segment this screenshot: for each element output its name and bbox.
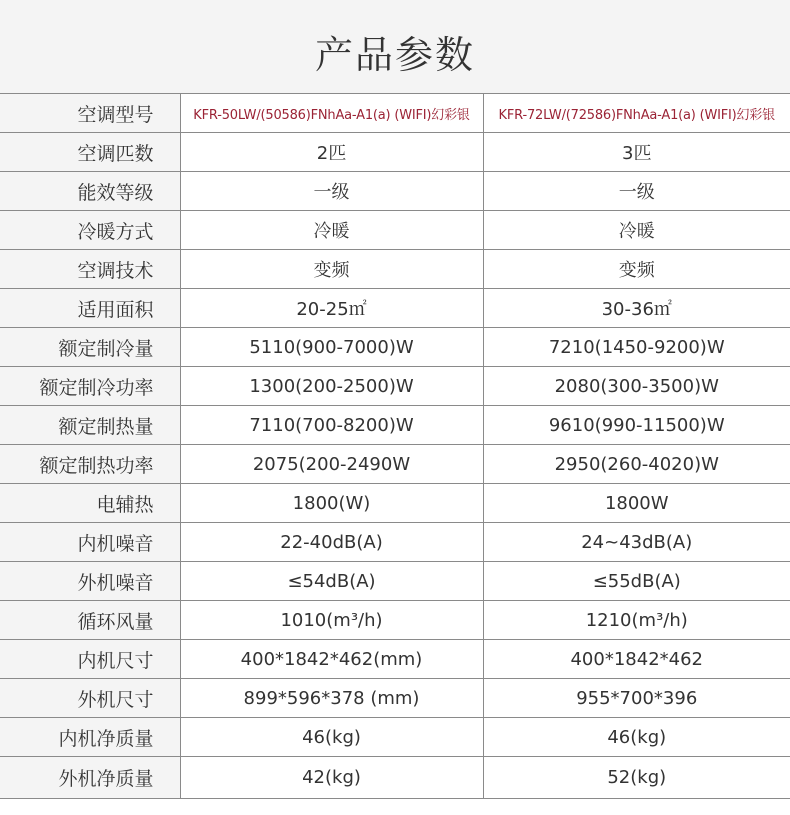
model-b-value: 一级 (483, 172, 790, 211)
model-b-value: 52(kg) (483, 757, 790, 799)
row-label: 适用面积 (0, 289, 180, 328)
row-label: 外机噪音 (0, 562, 180, 601)
row-label: 冷暖方式 (0, 211, 180, 250)
table-row (0, 757, 790, 799)
table-row (0, 523, 790, 562)
row-label: 能效等级 (0, 172, 180, 211)
model-a-value: 7110(700-8200)W (180, 406, 483, 445)
model-a-value: 400*1842*462(mm) (180, 640, 483, 679)
title-bar (0, 0, 790, 93)
table-row (0, 250, 790, 289)
row-label: 额定制热量 (0, 406, 180, 445)
model-b-value: 955*700*396 (483, 679, 790, 718)
table-row (0, 406, 790, 445)
table-row (0, 484, 790, 523)
row-label: 空调匹数 (0, 133, 180, 172)
row-label: 内机净质量 (0, 718, 180, 757)
model-a-value: 2匹 (180, 133, 483, 172)
model-b-value: 2080(300-3500)W (483, 367, 790, 406)
model-a-value: 5110(900-7000)W (180, 328, 483, 367)
table-row (0, 133, 790, 172)
table-row (0, 172, 790, 211)
spec-table (0, 93, 790, 799)
table-row (0, 211, 790, 250)
model-a-value: 冷暖 (180, 211, 483, 250)
model-a-value: 42(kg) (180, 757, 483, 799)
model-b-value: KFR-72LW/(72586)FNhAa-A1(a) (WIFI)幻彩银 (483, 94, 790, 133)
model-b-value: 3匹 (483, 133, 790, 172)
table-row (0, 94, 790, 133)
model-b-value: 30-36㎡ (483, 289, 790, 328)
model-a-value: KFR-50LW/(50586)FNhAa-A1(a) (WIFI)幻彩银 (180, 94, 483, 133)
model-b-value: ≤55dB(A) (483, 562, 790, 601)
table-row (0, 289, 790, 328)
row-label: 电辅热 (0, 484, 180, 523)
model-a-value: 20-25㎡ (180, 289, 483, 328)
model-a-value: 1010(m³/h) (180, 601, 483, 640)
model-a-value: ≤54dB(A) (180, 562, 483, 601)
row-label: 额定制冷功率 (0, 367, 180, 406)
model-b-value: 变频 (483, 250, 790, 289)
row-label: 额定制热功率 (0, 445, 180, 484)
model-b-value: 46(kg) (483, 718, 790, 757)
model-a-value: 22-40dB(A) (180, 523, 483, 562)
model-a-value: 899*596*378 (mm) (180, 679, 483, 718)
model-b-value: 冷暖 (483, 211, 790, 250)
model-b-value: 1210(m³/h) (483, 601, 790, 640)
row-label: 外机净质量 (0, 757, 180, 799)
model-a-value: 变频 (180, 250, 483, 289)
row-label: 循环风量 (0, 601, 180, 640)
model-a-value: 1800(W) (180, 484, 483, 523)
table-row (0, 601, 790, 640)
model-a-value: 2075(200-2490W (180, 445, 483, 484)
row-label: 空调型号 (0, 94, 180, 133)
table-row (0, 367, 790, 406)
row-label: 额定制冷量 (0, 328, 180, 367)
model-b-value: 24~43dB(A) (483, 523, 790, 562)
model-a-value: 一级 (180, 172, 483, 211)
row-label: 内机尺寸 (0, 640, 180, 679)
row-label: 空调技术 (0, 250, 180, 289)
model-b-value: 400*1842*462 (483, 640, 790, 679)
table-row (0, 640, 790, 679)
model-a-value: 46(kg) (180, 718, 483, 757)
table-row (0, 679, 790, 718)
row-label: 外机尺寸 (0, 679, 180, 718)
table-row (0, 718, 790, 757)
table-row (0, 562, 790, 601)
model-b-value: 1800W (483, 484, 790, 523)
model-b-value: 2950(260-4020)W (483, 445, 790, 484)
table-row (0, 445, 790, 484)
page-title: 产品参数 (314, 33, 475, 77)
model-b-value: 7210(1450-9200)W (483, 328, 790, 367)
row-label: 内机噪音 (0, 523, 180, 562)
model-b-value: 9610(990-11500)W (483, 406, 790, 445)
model-a-value: 1300(200-2500)W (180, 367, 483, 406)
table-row (0, 328, 790, 367)
